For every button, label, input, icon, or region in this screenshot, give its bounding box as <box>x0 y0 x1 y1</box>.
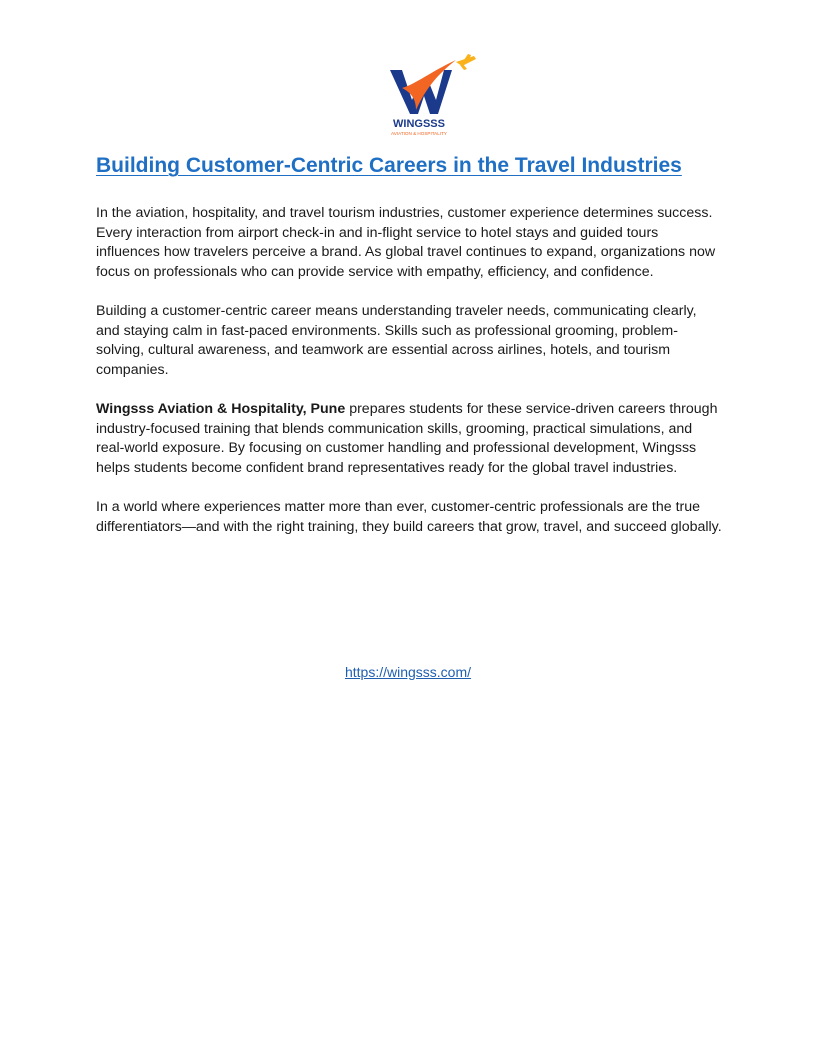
paragraph-wingsss-text: prepares students for these service-driven careers through industry-focused training that blends communication skills, grooming, practical simulations, and real-world exposure. By focusing on customer handling and professional development, Wingsss helps students become confident brand representatives ready for the global travel industries. <box>96 401 718 476</box>
paragraph-wingsss <box>96 400 724 478</box>
wingsss-logo <box>386 54 478 138</box>
footer <box>0 664 816 680</box>
airplane-icon <box>456 54 476 70</box>
page-title: Building Customer-Centric Careers in the Travel Industries <box>96 154 682 177</box>
logo-brand-text: WINGSSS <box>393 118 445 130</box>
paragraph-intro: In the aviation, hospitality, and travel tourism industries, customer experience determines success. Every interaction from airport check-in and in-flight service to hotel stays and guided tours influences how travelers perceive a brand. As global travel continues to expand, organizations now focus on professionals who can provide service with empathy, efficiency, and confidence. <box>96 205 716 280</box>
document-body <box>96 150 724 557</box>
logo-tagline-text: AVIATION & HOSPITALITY <box>391 131 447 136</box>
paragraph-skills: Building a customer-centric career means understanding traveler needs, communicating clearly, and staying calm in fast-paced environments. Skills such as professional grooming, problem-solving, cultural awareness, and teamwork are essential across airlines, hotels, and tourism companies. <box>96 303 697 378</box>
website-link[interactable]: https://wingsss.com/ <box>344 664 472 680</box>
institute-name: Wingsss Aviation & Hospitality, Pune <box>96 401 346 417</box>
paragraph-conclusion: In a world where experiences matter more than ever, customer-centric professionals are the true differentiators—and with the right training, they build careers that grow, travel, and succeed globally. <box>96 499 722 535</box>
